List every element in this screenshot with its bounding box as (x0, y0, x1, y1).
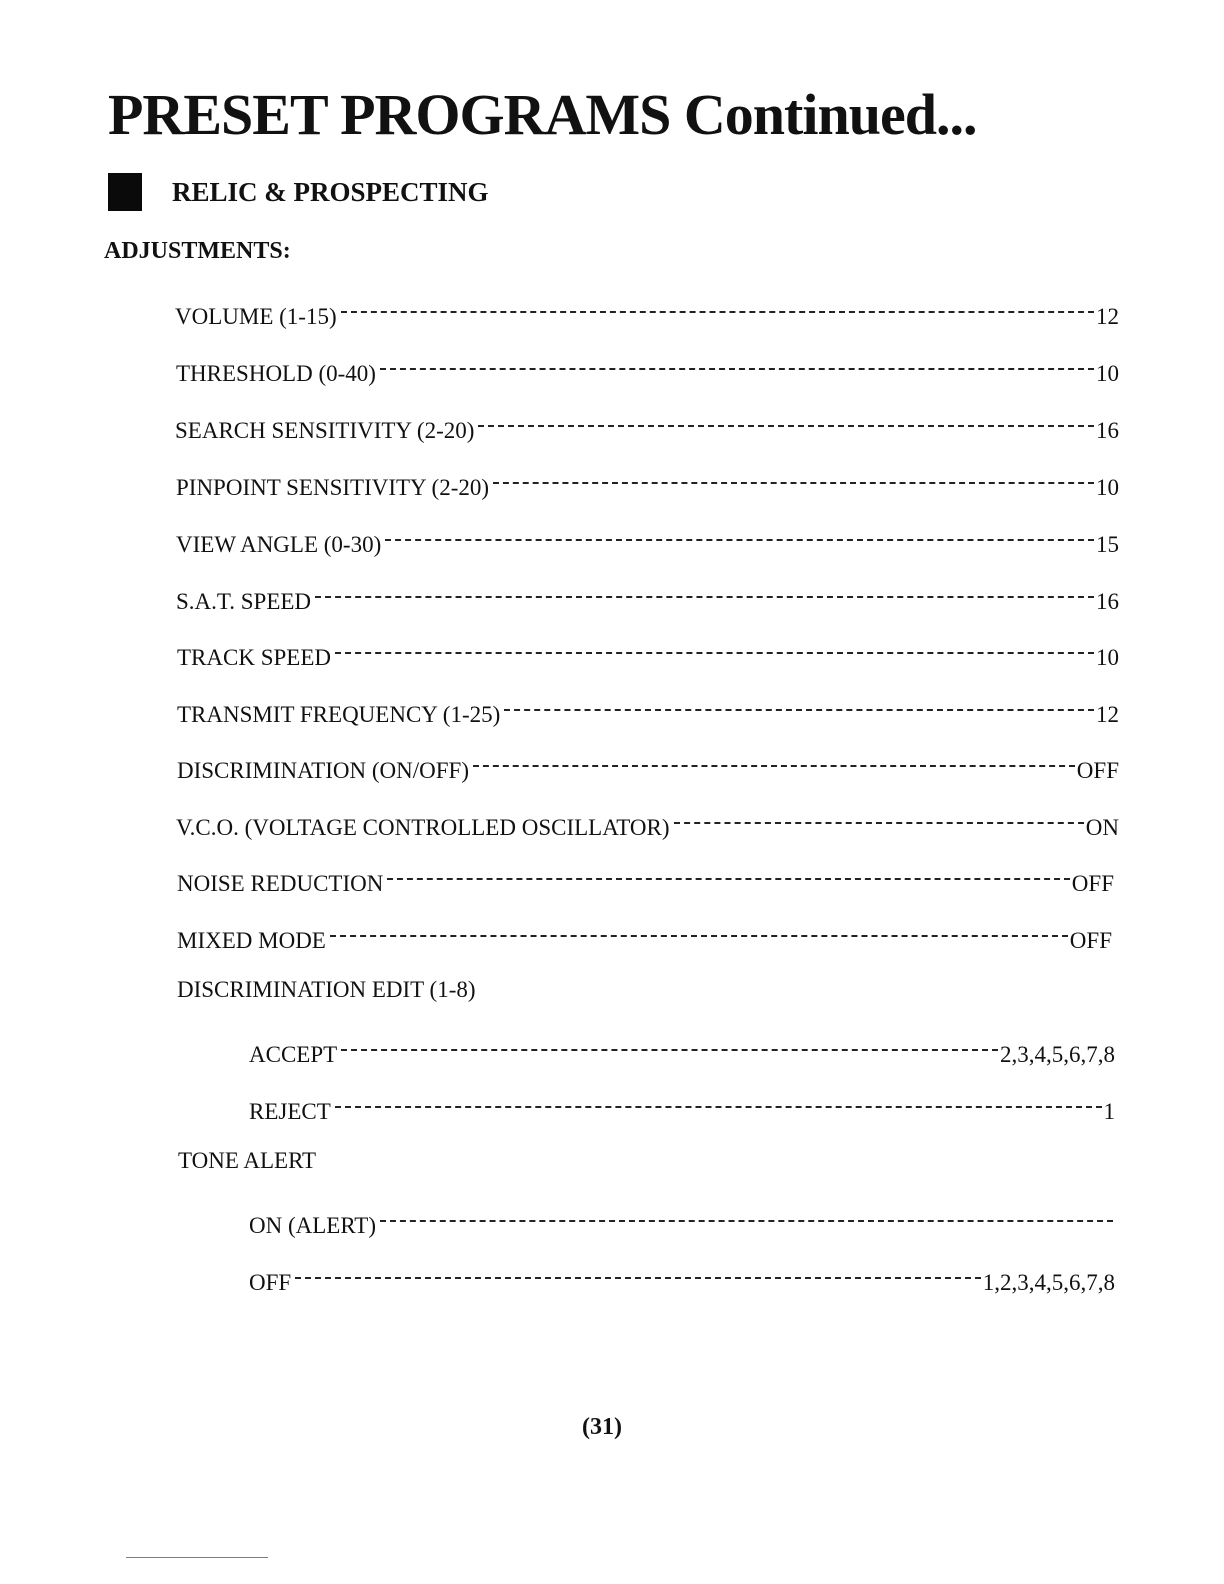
setting-value: 1,2,3,4,5,6,7,8 (982, 1270, 1115, 1295)
page-number: (31) (582, 1414, 622, 1440)
setting-label: NOISE REDUCTION (177, 871, 384, 896)
setting-value: 10 (1096, 475, 1119, 500)
dotted-leader (478, 408, 1094, 438)
setting-row-sat-speed (176, 579, 1119, 614)
setting-value: OFF (1071, 871, 1114, 896)
setting-row-discrimination (177, 748, 1119, 783)
adjustments-heading: ADJUSTMENTS: (104, 238, 291, 264)
setting-row-tone-on (249, 1203, 1115, 1238)
dotted-leader (380, 351, 1094, 381)
setting-label: TRANSMIT FREQUENCY (1-25) (177, 702, 501, 727)
dotted-leader (335, 635, 1094, 665)
setting-label: SEARCH SENSITIVITY (2-20) (175, 418, 475, 443)
setting-value: 16 (1096, 589, 1119, 614)
dotted-leader (674, 805, 1084, 835)
setting-label: THRESHOLD (0-40) (176, 361, 376, 386)
page-title: PRESET PROGRAMS Continued... (108, 82, 977, 147)
discrimination-edit-heading: DISCRIMINATION EDIT (1-8) (177, 977, 476, 1002)
setting-label: S.A.T. SPEED (176, 589, 312, 614)
setting-label: MIXED MODE (177, 928, 326, 953)
dotted-leader (493, 465, 1094, 495)
setting-label: PINPOINT SENSITIVITY (2-20) (176, 475, 490, 500)
setting-value: 12 (1096, 702, 1119, 727)
setting-row-transmit-frequency (177, 692, 1119, 727)
dotted-leader (341, 1032, 998, 1062)
setting-value: ON (1085, 815, 1119, 840)
setting-row-accept (249, 1032, 1115, 1067)
setting-row-tone-off (249, 1260, 1115, 1295)
section-label: RELIC & PROSPECTING (172, 176, 489, 207)
dotted-leader (295, 1260, 981, 1290)
setting-value: 12 (1096, 304, 1119, 329)
dotted-leader (504, 692, 1094, 722)
setting-label: V.C.O. (VOLTAGE CONTROLLED OSCILLATOR) (176, 815, 670, 840)
dotted-leader (335, 1089, 1102, 1119)
setting-value: 1 (1103, 1099, 1115, 1124)
setting-label: TRACK SPEED (177, 645, 331, 670)
setting-value: OFF (1069, 928, 1112, 953)
section-bullet-square-icon (108, 173, 142, 211)
section-header (108, 172, 489, 212)
setting-label: ACCEPT (249, 1042, 338, 1067)
setting-row-vco (176, 805, 1119, 840)
dotted-leader (387, 861, 1069, 891)
setting-row-reject (249, 1089, 1115, 1124)
setting-label: VOLUME (1-15) (175, 304, 337, 329)
setting-row-pinpoint-sensitivity (176, 465, 1119, 500)
dotted-leader (330, 918, 1068, 948)
setting-row-mixed-mode (177, 918, 1112, 953)
setting-label: ON (ALERT) (249, 1213, 377, 1238)
setting-value: 16 (1096, 418, 1119, 443)
setting-value: 10 (1096, 645, 1119, 670)
setting-label: REJECT (249, 1099, 331, 1124)
setting-value: 10 (1096, 361, 1119, 386)
setting-row-noise-reduction (177, 861, 1114, 896)
scan-artifact-line (126, 1557, 268, 1558)
setting-label: VIEW ANGLE (0-30) (176, 532, 382, 557)
dotted-leader (385, 522, 1094, 552)
setting-row-track-speed (177, 635, 1119, 670)
dotted-leader (380, 1203, 1113, 1233)
setting-row-search-sensitivity (175, 408, 1119, 443)
setting-value: 2,3,4,5,6,7,8 (1000, 1042, 1115, 1067)
setting-value: OFF (1076, 758, 1119, 783)
setting-label: DISCRIMINATION (ON/OFF) (177, 758, 469, 783)
dotted-leader (315, 579, 1094, 609)
setting-row-volume (175, 294, 1119, 329)
setting-row-threshold (176, 351, 1119, 386)
setting-value: 15 (1096, 532, 1119, 557)
dotted-leader (341, 294, 1094, 324)
tone-alert-heading: TONE ALERT (178, 1148, 317, 1173)
setting-label: OFF (249, 1270, 292, 1295)
setting-row-view-angle (176, 522, 1119, 557)
dotted-leader (473, 748, 1075, 778)
